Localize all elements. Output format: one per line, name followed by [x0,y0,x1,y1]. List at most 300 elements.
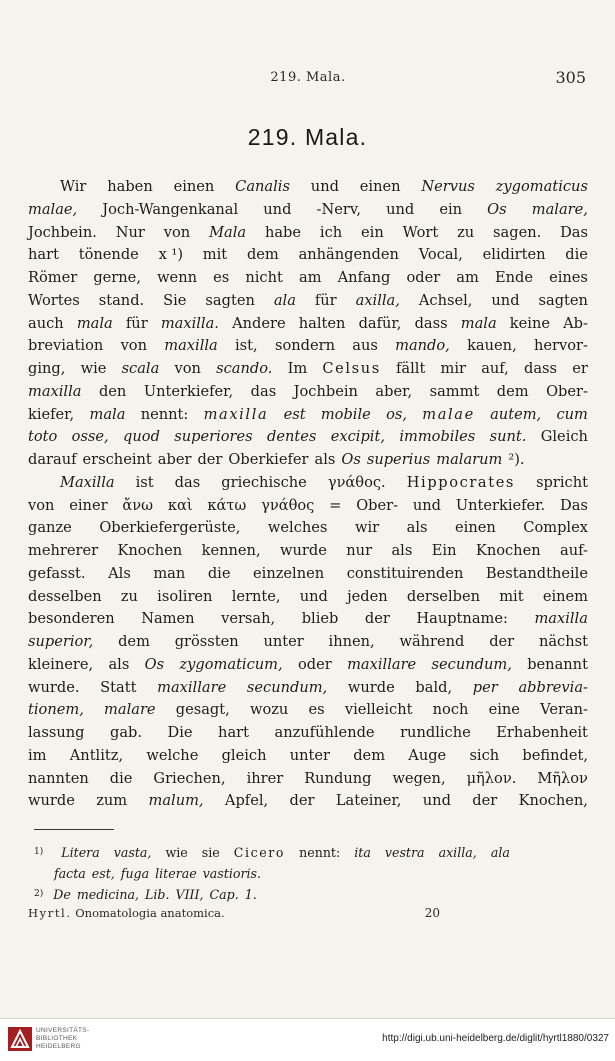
word: Wir [60,178,87,195]
word: derselben [406,587,480,605]
word: Wortes [28,291,80,309]
word: griechische [221,473,307,491]
word: zu [457,223,475,241]
word: Vocal, [418,246,463,264]
word: rundliche [400,724,471,741]
word: kennen, [201,542,261,559]
source-url-link[interactable]: http://digi.ub.uni-heidelberg.de/diglit/hyrtl1880/0327 [382,1033,609,1044]
word: vielleicht [344,701,413,719]
word: Mala [209,223,247,241]
word: immobiles [399,428,476,446]
word: -Nerv, [316,200,361,218]
word: Apfel, [224,792,269,810]
word: grössten [174,633,239,650]
word: sammt [429,382,480,400]
word: benannt [527,655,588,673]
text-line [28,358,588,381]
word: Ende [494,269,533,286]
word: Hippocrates [406,473,516,491]
word: oder [298,655,332,673]
word: und [310,178,339,195]
word: der [197,451,223,468]
sheet-signature [28,906,440,924]
word: Ober- [356,496,399,514]
word: secundum, [246,678,328,696]
word: es [213,269,230,286]
word: der [364,610,390,628]
word: gefasst. [28,564,86,582]
word: Oberkiefer [228,451,309,468]
word: aber, [375,382,413,400]
word: zygomaticus [495,178,588,195]
word: Ab- [563,314,588,332]
word: auf- [560,542,588,559]
text-line [28,517,588,540]
word: est [283,405,306,423]
word: aus [352,337,378,355]
word: den [98,382,127,400]
library-name[interactable] [36,1027,89,1051]
word: Oberkiefergerüste, [99,519,241,537]
word: und [263,200,292,218]
text-line [28,404,588,427]
body-text [28,176,588,813]
word: nennt: [140,405,189,423]
word: die [207,564,231,582]
word: ein [439,200,463,218]
word: vestra [384,845,425,860]
word: ist, [235,337,258,355]
word: sagten [205,291,255,309]
word: ein [361,223,384,241]
word: anhängenden [298,246,399,264]
word: mit [499,587,524,605]
text-line [28,335,588,358]
word: wir [354,519,380,537]
word: mit [202,246,228,264]
word: hart [28,246,59,264]
word: vasta, [113,845,152,860]
text-line [28,745,588,768]
word: hervor- [533,337,588,355]
word: καὶ [167,496,193,514]
word: sagen. [493,223,542,241]
word: ging, [28,360,66,377]
word: einzelnen [253,564,325,582]
word: zum [96,792,128,810]
word: man [153,564,186,582]
word: nächst [538,633,588,650]
word: quod [123,428,160,446]
word: autem, [490,405,542,423]
word: 1. [244,887,257,902]
word: kauen, [467,337,517,355]
word: Wort [402,223,439,241]
text-line [28,199,588,222]
word: γνάθος [261,496,315,514]
text-line [28,722,588,745]
word: wurde [347,678,395,696]
word: dem [246,246,279,264]
word: gab. [110,724,143,741]
word: von [174,360,201,377]
word: Erhabenheit [496,724,588,741]
word: er [572,360,588,377]
word: Knochen, [518,792,588,810]
chapter-title: 219. Mala. [247,124,368,150]
word: ita [354,845,371,860]
word: Statt [100,678,137,696]
word: malae [422,405,475,423]
word: secundum, [431,655,512,673]
word: dafür, [358,314,402,332]
word: scala [121,360,160,377]
word: Ein [431,542,457,559]
word: literae [155,866,197,881]
word: am [298,269,322,286]
word: κάτω [207,496,247,514]
word: nicht [245,269,283,286]
word: anzufühlende [274,724,375,741]
word: der [472,792,498,810]
word: axilla, [355,291,400,309]
word: ²). [508,451,525,468]
word: mala [76,314,113,332]
word: os, [386,405,407,423]
word: halten [298,314,346,332]
word: maxilla. [160,314,219,332]
word: osse, [71,428,109,446]
word: malare, [531,200,588,218]
word: von [120,337,147,355]
word: wegen, [392,769,446,787]
word: Griechen, [153,769,226,787]
word: Joch-Wangenkanal [102,200,239,218]
word: ala [490,845,510,860]
word: einen [173,178,215,195]
word: dem [496,382,529,400]
text-line [28,449,588,472]
word: Μῆλον [537,769,588,787]
word: für [125,314,148,332]
word: ala [273,291,296,309]
signature-text [28,906,225,920]
word: maxilla [164,337,218,355]
word: von [163,223,191,241]
word: eines [549,269,588,286]
word: dentes [267,428,317,446]
text-line [28,267,588,290]
word: medicina, [76,887,140,902]
word: maxilla [28,382,82,400]
word: Cap. [209,887,239,902]
word: dass [524,360,558,377]
text-line [28,699,588,722]
text-line [34,863,510,884]
word: ist [135,473,154,491]
word: hart [218,724,249,741]
word: malare [104,701,156,719]
word: sagten [538,291,588,309]
word: mala [460,314,497,332]
word: Bestandtheile [485,564,588,582]
word: dass [414,314,448,332]
word: mando, [395,337,450,355]
text-line [34,884,510,905]
word: welche [146,746,199,764]
text-line [28,290,588,313]
word: Unterkiefer. [455,496,546,514]
text-line [28,677,588,700]
word: und [386,200,415,218]
word: mehrerer [28,542,99,559]
word: De [53,887,71,902]
word: Römer [28,269,78,286]
word: die [565,246,588,264]
word: Sie [163,291,187,309]
word: tönende [78,246,139,264]
word: kleinere, [28,655,94,673]
word: Os [487,200,507,218]
word: mir [440,360,466,377]
word: γνάθος. [327,473,386,491]
word: einen [455,519,496,537]
word: gleich [221,746,267,764]
word: Rundung [304,769,372,787]
word: sich [469,746,500,764]
word: die [109,769,133,787]
word: habe [264,223,302,241]
text-line [28,313,588,336]
word: ἄνω [122,496,154,514]
word: während [399,633,465,650]
word: sondern [274,337,335,355]
word: Antlitz, [69,746,124,764]
word: Jochbein. [28,223,97,241]
word: befindet, [522,746,588,764]
signature-work: Onomatologia anatomica. [75,906,225,920]
word: bald, [415,678,453,696]
word: nur [346,542,373,559]
word: Veran- [540,701,588,719]
word: est, [91,866,115,881]
word: wie [165,845,188,860]
text-line [28,608,588,631]
word: dem [118,633,150,650]
word: und [491,291,520,309]
word: und [422,792,451,810]
word: Knochen [117,542,183,559]
word: Os [144,655,165,673]
word: mobile [320,405,371,423]
word: lassung [28,724,85,741]
word: x ¹) [158,246,184,264]
word: Das [560,223,588,241]
word: wenn [157,269,197,286]
word: das [174,473,201,491]
word: und [299,587,328,605]
word: Nervus [421,178,475,195]
word: Namen [141,610,195,628]
word: Complex [523,519,588,537]
word: unter [263,633,304,650]
word: jeden [347,587,388,605]
word: maxilla [534,610,588,628]
word: ganze [28,519,72,537]
word: axilla, [438,845,477,860]
word: einer [69,496,108,514]
word: μῆλον. [466,769,517,787]
word: ihrer [246,769,284,787]
word: und [412,496,441,514]
text-line [28,472,588,495]
word: Lib. [145,887,170,902]
footnote-mark: 2) [34,889,44,899]
word: auch [28,314,64,332]
word: malarum [436,451,503,468]
word: kiefer, [28,405,75,423]
word: Anfang [337,269,391,286]
word: im [28,746,47,764]
word: vastioris. [202,866,261,881]
signature-sheet-number: 20 [424,906,440,920]
text-line [28,495,588,518]
library-logo-icon[interactable] [8,1027,32,1051]
word: welches [267,519,328,537]
word: aber [157,451,192,468]
word: der [289,792,315,810]
word: nannten [28,769,89,787]
word: mala [89,405,126,423]
text-line [28,586,588,609]
word: fuga [120,866,150,881]
library-name-line: UNIVERSITÄTS- [36,1027,90,1034]
text-line [28,631,588,654]
word: versah, [221,610,276,628]
text-line [28,426,588,449]
text-line [28,381,588,404]
word: stand. [98,291,145,309]
word: zu [120,587,138,605]
word: blieb [301,610,339,628]
word: Auge [408,746,447,764]
word: keine [509,314,550,332]
word: isoliren [157,587,213,605]
word: Cicero [233,845,286,860]
word: sie [201,845,220,860]
word: als [314,451,336,468]
word: einem [542,587,588,605]
word: oder [406,269,441,286]
footnotes [34,842,510,905]
word: excipit, [330,428,385,446]
word: zygomaticum, [179,655,283,673]
word: Unterkiefer, [143,382,234,400]
word: Gleich [540,428,588,446]
word: maxillare [347,655,417,673]
word: darauf [28,451,77,468]
word: fällt [396,360,426,377]
word: als [108,655,130,673]
word: wozu [249,701,289,719]
text-line [28,563,588,586]
word: maxilla [203,405,269,423]
word: Canalis [235,178,290,195]
word: VIII, [175,887,204,902]
word: per [472,678,498,696]
word: auf, [481,360,509,377]
word: wurde [280,542,327,559]
word: abbrevia- [518,678,588,696]
word: scando. [216,360,273,377]
word: wurde. [28,678,80,696]
word: einen [359,178,401,195]
word: facta [54,866,86,881]
word: sunt. [489,428,527,446]
word: Jochbein [293,382,358,400]
text-line [34,842,510,863]
word: superior, [28,633,94,650]
word: das [250,382,277,400]
word: ihnen, [328,633,375,650]
footnote-mark: 1) [34,847,44,857]
text-line [28,176,588,199]
signature-author: Hyrtl. [28,906,72,920]
word: wurde [28,792,75,810]
word: superius [366,451,431,468]
word: Lateiner, [335,792,402,810]
running-header [28,70,588,90]
word: gerne, [93,269,141,286]
word: von [28,496,55,514]
viewer-footer [0,1018,615,1061]
footnote-divider [34,829,114,830]
word: Die [167,724,193,741]
word: Andere [232,314,286,332]
word: gesagt, [175,701,230,719]
word: am [456,269,479,286]
word: elidirten [482,246,546,264]
word: Hauptname: [416,610,508,628]
text-line [28,768,588,791]
word: ich [319,223,343,241]
text-line [28,540,588,563]
word: noch [432,701,469,719]
word: spricht [536,473,588,491]
word: es [308,701,325,719]
word: dem [353,746,386,764]
word: für [314,291,337,309]
text-line [28,244,588,267]
running-title: 219. Mala. [270,70,346,85]
word: Das [560,496,588,514]
word: malum, [148,792,204,810]
word: eine [488,701,520,719]
word: Maxilla [60,473,115,491]
word: cum [556,405,588,423]
page-number: 305 [555,68,586,87]
word: malae, [28,200,78,218]
word: wie [80,360,107,377]
text-line [28,790,588,813]
word: Nur [115,223,145,241]
word: lernte, [231,587,281,605]
word: Ober- [546,382,588,400]
word: constituirenden [346,564,464,582]
word: Achsel, [418,291,473,309]
word: maxillare [157,678,227,696]
text-line [28,654,588,677]
